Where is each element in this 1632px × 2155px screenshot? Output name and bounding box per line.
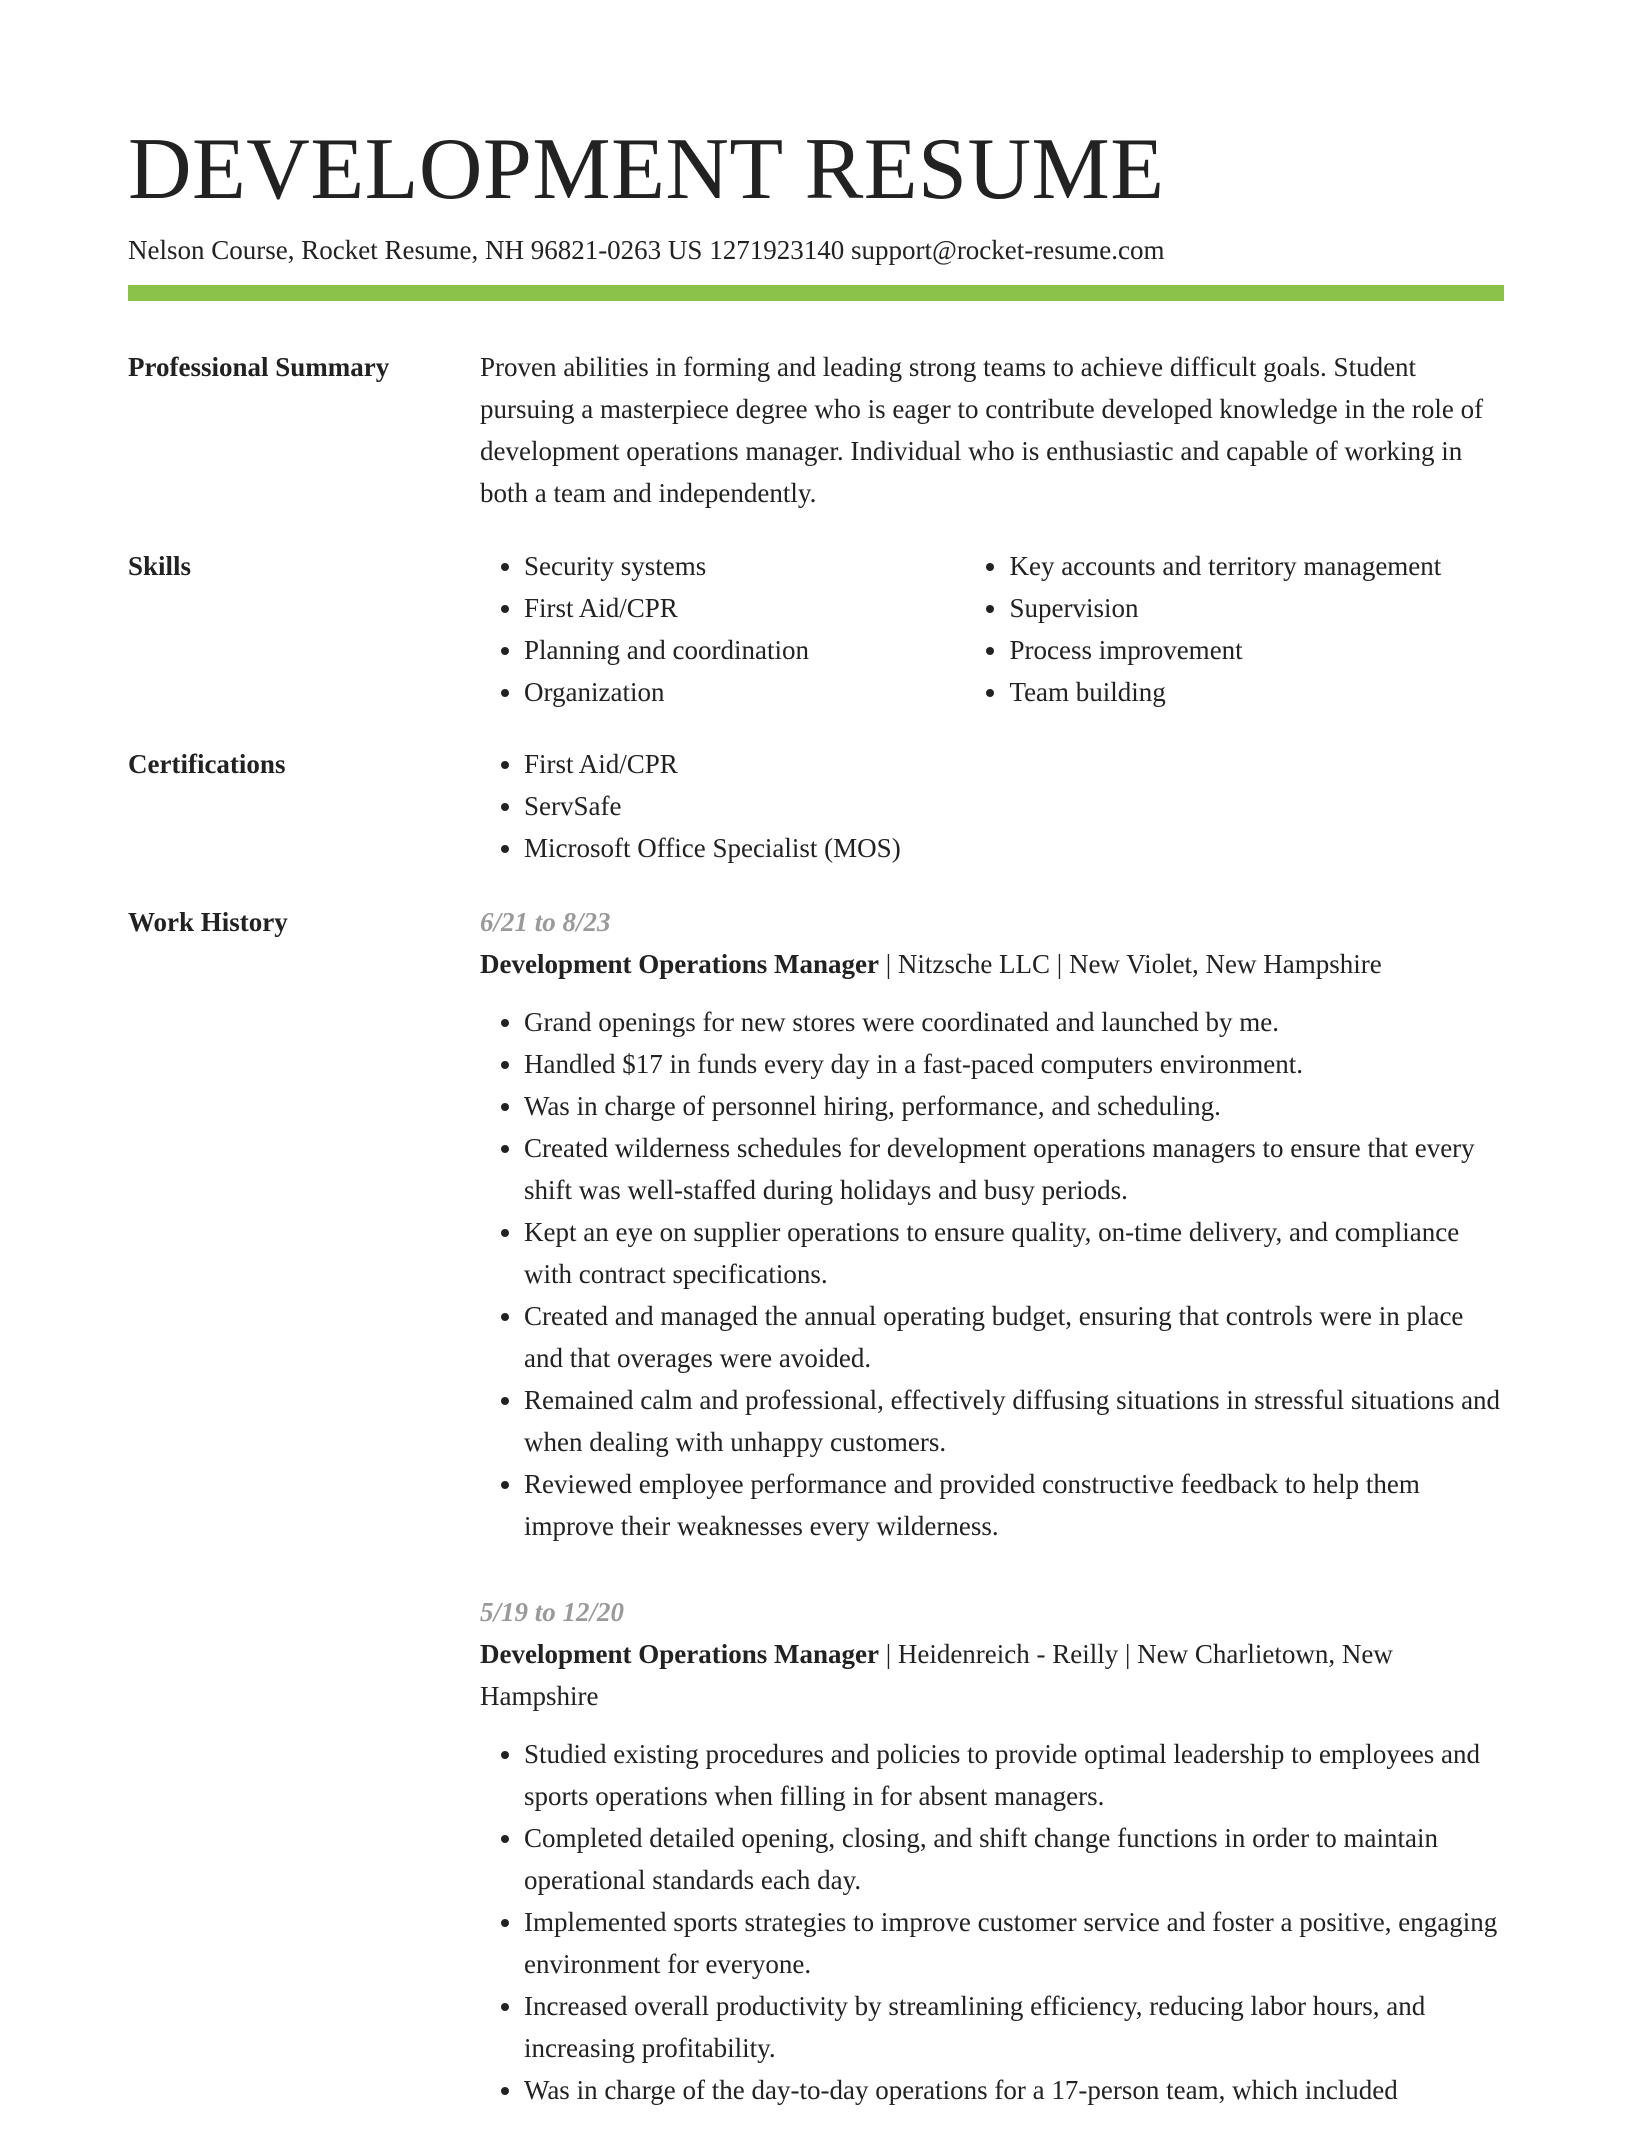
job-header: [480, 1633, 1504, 1717]
job-entry: [480, 901, 1504, 1547]
job-dates: 5/19 to 12/20: [480, 1597, 625, 1627]
job-bullet: • Completed detailed opening, closing, and shift change functions in order to maintain operational standards each day.: [524, 1817, 1504, 1901]
job-bullet: • Increased overall productivity by streamlining efficiency, reducing labor hours, and increasing profitability.: [524, 1985, 1504, 2069]
certifications-heading: Certifications: [128, 749, 286, 779]
skill-item: • Process improvement: [1009, 629, 1504, 671]
skills-body: [480, 545, 1504, 713]
skill-item: • Organization: [524, 671, 961, 713]
accent-divider: [128, 285, 1504, 301]
job-bullets: [480, 1733, 1504, 2111]
job-title: Development Operations Manager: [480, 949, 879, 979]
job-bullet: • Created and managed the annual operating budget, ensuring that controls were in place and that overages were avoided.: [524, 1295, 1504, 1379]
skill-item: • Key accounts and territory management: [1009, 545, 1504, 587]
skills-column-2: [965, 545, 1504, 713]
certification-item: • First Aid/CPR: [524, 743, 1504, 785]
job-bullet: • Created wilderness schedules for development operations managers to ensure that every shift was well-staffed during holidays and busy periods.: [524, 1127, 1504, 1211]
summary-body: [480, 346, 1504, 514]
job-bullet: • Reviewed employee performance and provided constructive feedback to help them improve their weaknesses every wilderness.: [524, 1463, 1504, 1547]
skills-column-1: [480, 545, 961, 713]
certification-item: • Microsoft Office Specialist (MOS): [524, 827, 1504, 869]
job-details: | Nitzsche LLC | New Violet, New Hampshire: [878, 949, 1382, 979]
job-bullet: • Remained calm and professional, effectively diffusing situations in stressful situations and when dealing with unhappy customers.: [524, 1379, 1504, 1463]
skill-item: • Team building: [1009, 671, 1504, 713]
certifications-body: [480, 743, 1504, 869]
job-bullet: • Grand openings for new stores were coordinated and launched by me.: [524, 1001, 1504, 1043]
skills-heading: Skills: [128, 551, 192, 581]
work-history-body: [480, 901, 1504, 2155]
job-bullet: • Kept an eye on supplier operations to ensure quality, on-time delivery, and compliance with contract specifications.: [524, 1211, 1504, 1295]
summary-heading: Professional Summary: [128, 352, 390, 382]
resume-title: DEVELOPMENT RESUME: [128, 121, 1165, 218]
skills-grid: [480, 545, 1504, 713]
work-history-heading: Work History: [128, 907, 288, 937]
skill-item: • Security systems: [524, 545, 961, 587]
job-bullet: • Handled $17 in funds every day in a fast-paced computers environment.: [524, 1043, 1504, 1085]
certifications-list: [480, 743, 1504, 869]
job-bullet: • Was in charge of personnel hiring, performance, and scheduling.: [524, 1085, 1504, 1127]
skill-item: • First Aid/CPR: [524, 587, 961, 629]
certification-item: • ServSafe: [524, 785, 1504, 827]
job-title: Development Operations Manager: [480, 1639, 879, 1669]
job-details: | Heidenreich - Reilly | New Charlietown, New Hampshire: [480, 1639, 1393, 1711]
contact-info: Nelson Course, Rocket Resume, NH 96821-0263 US 1271923140 support@rocket-resume.com: [128, 235, 1165, 265]
skill-item: • Supervision: [1009, 587, 1504, 629]
job-dates: 6/21 to 8/23: [480, 907, 611, 937]
job-bullet: • Was in charge of the day-to-day operations for a 17-person team, which included: [524, 2069, 1504, 2111]
job-entry: [480, 1591, 1504, 2111]
job-bullet: • Studied existing procedures and policies to provide optimal leadership to employees and sports operations when filling in for absent managers.: [524, 1733, 1504, 1817]
job-header: [480, 943, 1504, 985]
summary-text: Proven abilities in forming and leading strong teams to achieve difficult goals. Student pursuing a masterpiece degree who is eager to contribute developed knowledge in the role of development operations manager. Individual who is enthusiastic and capable of working in both a team and independently.: [480, 352, 1484, 508]
job-bullet: • Implemented sports strategies to improve customer service and foster a positive, engaging environment for everyone.: [524, 1901, 1504, 1985]
skill-item: • Planning and coordination: [524, 629, 961, 671]
job-bullets: [480, 1001, 1504, 1547]
